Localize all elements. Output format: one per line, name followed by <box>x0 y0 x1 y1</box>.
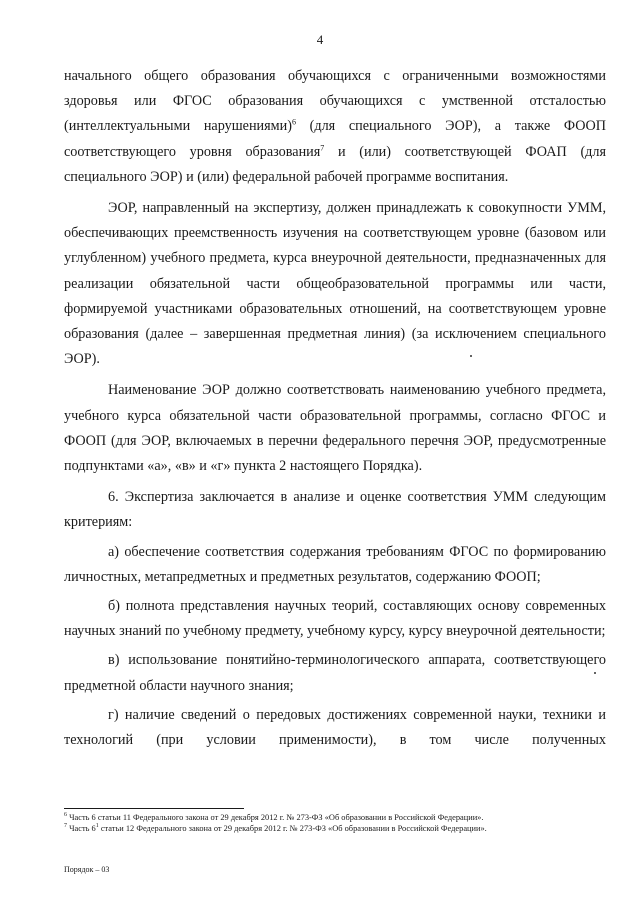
paragraph-text-1: начального общего образования обучающихся с ограниченными возможностями здоровья или ФГОС образования обучающихся с умственной отсталостью (интеллектуальными нарушениями) <box>64 68 606 135</box>
document-body <box>64 64 606 753</box>
footnote-ref-6: 6 <box>291 117 296 127</box>
footnotes <box>64 812 624 834</box>
footnote-7 <box>64 823 624 834</box>
footnote-6-mark: 6 <box>64 812 67 819</box>
document-code: Порядок – 03 <box>64 865 110 874</box>
paragraph-eor-line: ЭОР, направленный на экспертизу, должен принадлежать к совокупности УММ, обеспечивающих преемственность изучения на соответствующем уровне (базовом или углубленном) учебного предмета, курса внеурочной деятельности, предназначенных для реализации обязательной части общеобразовательной программы или части, формируемой участниками образовательных отношений, на соответствующем уровне образования (далее – завершенная предметная линия) (за исключением специального ЭОР). <box>64 200 606 368</box>
paragraph-text-2: (для специального ЭОР), а также ФООП соответствующего уровня образования <box>64 118 606 160</box>
criterion-g: г) наличие сведений о передовых достижениях современной науки, техники и технологий (при условии применимости), в том числе полученных <box>64 706 606 749</box>
footnote-7-mark: 7 <box>64 823 67 830</box>
footnote-7-superscript: 1 <box>95 823 99 830</box>
paragraph-continuation <box>64 64 606 190</box>
scan-speck <box>470 355 472 357</box>
footnote-7-text: статьи 12 Федерального закона от 29 декабря 2012 г. № 273-ФЗ «Об образовании в Российской Федерации». <box>98 824 487 833</box>
page-number: 4 <box>316 32 324 47</box>
footnote-6 <box>64 812 624 823</box>
criterion-v: в) использование понятийно-терминологического аппарата, соответствующего предметной области научного знания; <box>64 652 606 694</box>
footnote-7-prefix: Часть 6 <box>67 824 96 833</box>
paragraph-text-3: и (или) соответствующей ФОАП (для специального ЭОР) и (или) федеральной рабочей программе воспитания. <box>64 143 606 185</box>
footnote-6-text: Часть 6 статьи 11 Федерального закона от 29 декабря 2012 г. № 273-ФЗ «Об образовании в Российской Федерации». <box>67 813 484 822</box>
paragraph-eor-name: Наименование ЭОР должно соответствовать наименованию учебного предмета, учебного курса обязательной части образовательной программы, согласно ФГОС и ФООП (для ЭОР, включаемых в перечни федерального перечня ЭОР, предусмотренные подпунктами «а», «в» и «г» пункта 2 настоящего Порядка). <box>64 382 606 475</box>
scan-speck <box>594 672 596 674</box>
criterion-a: а) обеспечение соответствия содержания требованиям ФГОС по формированию личностных, метапредметных и предметных результатов, содержанию ФООП; <box>64 543 606 585</box>
paragraph-criteria-intro: 6. Экспертиза заключается в анализе и оценке соответствия УММ следующим критериям: <box>64 489 606 531</box>
footnote-ref-7: 7 <box>320 142 325 152</box>
footnote-separator <box>64 808 244 809</box>
criterion-b: б) полнота представления научных теорий, составляющих основу современных научных знаний по учебному предмету, учебному курсу, курсу внеурочной деятельности; <box>64 598 606 640</box>
